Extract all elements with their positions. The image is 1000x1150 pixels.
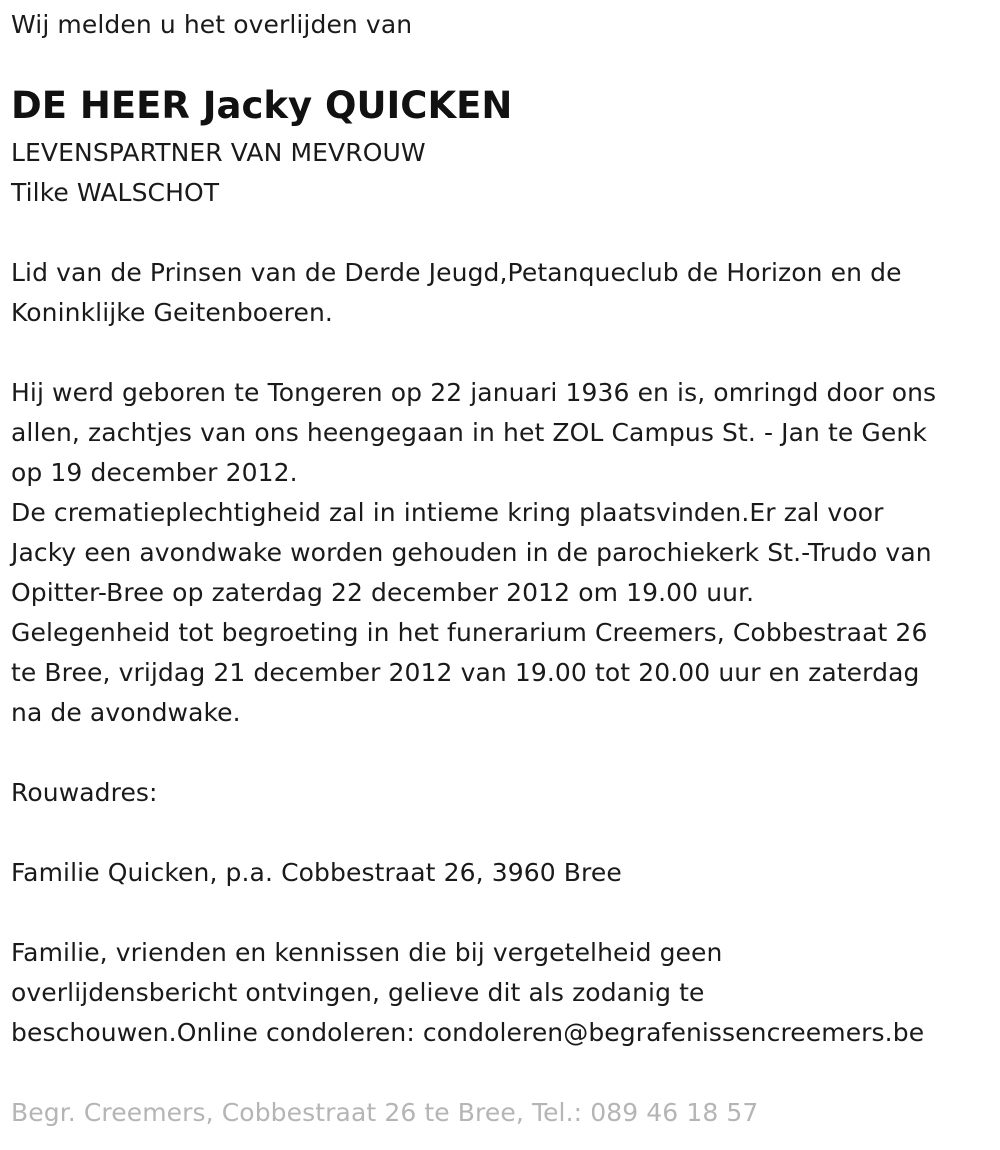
- details-line: op 19 december 2012.: [11, 458, 298, 487]
- intro-text: Wij melden u het overlijden van: [11, 10, 413, 39]
- details-line: Hij werd geboren te Tongeren op 22 januari 1936 en is, omringd door ons: [11, 378, 937, 407]
- details-line: De crematieplechtigheid zal in intieme kring plaatsvinden.Er zal voor: [11, 498, 884, 527]
- closing-line: beschouwen.Online condoleren: condoleren@begrafenissencreemers.be: [11, 1018, 925, 1047]
- details-paragraph: [11, 373, 936, 733]
- membership-line: Lid van de Prinsen van de Derde Jeugd,Petanqueclub de Horizon en de: [11, 258, 902, 287]
- funeral-home-footer: Begr. Creemers, Cobbestraat 26 te Bree, Tel.: 089 46 18 57: [11, 1098, 759, 1127]
- membership-paragraph: [11, 253, 902, 333]
- deceased-name: DE HEER Jacky QUICKEN: [11, 84, 513, 127]
- details-line: na de avondwake.: [11, 698, 241, 727]
- partner-line: LEVENSPARTNER VAN MEVROUW: [11, 138, 426, 167]
- details-line: allen, zachtjes van ons heengegaan in het ZOL Campus St. - Jan te Genk: [11, 418, 927, 447]
- membership-line: Koninklijke Geitenboeren.: [11, 298, 333, 327]
- details-line: Gelegenheid tot begroeting in het funerarium Creemers, Cobbestraat 26: [11, 618, 928, 647]
- details-line: te Bree, vrijdag 21 december 2012 van 19.00 tot 20.00 uur en zaterdag: [11, 658, 920, 687]
- partner-name: Tilke WALSCHOT: [11, 178, 220, 207]
- details-line: Jacky een avondwake worden gehouden in de parochiekerk St.-Trudo van: [11, 538, 932, 567]
- mourning-address: Familie Quicken, p.a. Cobbestraat 26, 3960 Bree: [11, 858, 622, 887]
- closing-line: overlijdensbericht ontvingen, gelieve dit als zodanig te: [11, 978, 705, 1007]
- closing-paragraph: [11, 933, 924, 1053]
- details-line: Opitter-Bree op zaterdag 22 december 2012 om 19.00 uur.: [11, 578, 755, 607]
- partner-block: [11, 133, 426, 213]
- closing-line: Familie, vrienden en kennissen die bij vergetelheid geen: [11, 938, 723, 967]
- address-label: Rouwadres:: [11, 778, 158, 807]
